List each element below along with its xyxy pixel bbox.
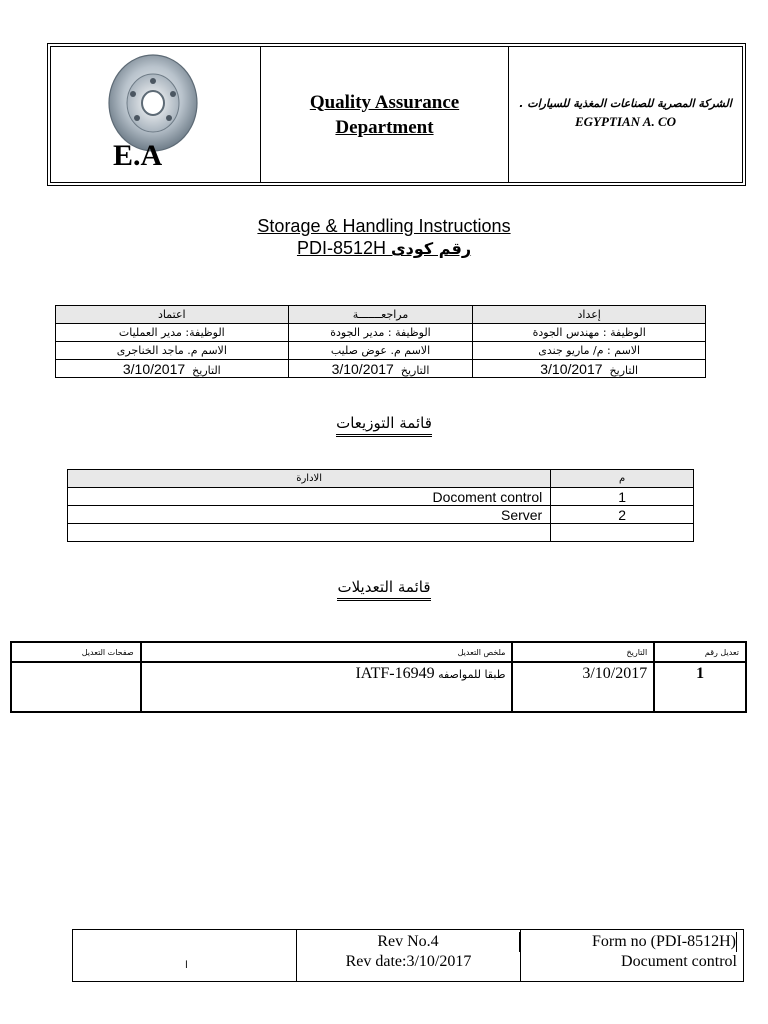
document-code [0, 238, 768, 259]
footer-rev-date: Rev date:3/10/2017 [345, 953, 472, 970]
document-title: Storage & Handling Instructions [257, 216, 511, 236]
rev-number: 1 [654, 662, 746, 712]
footer-doc-control: Document control [621, 953, 737, 970]
footer-revision-cell [297, 930, 521, 981]
footer-left-cell [73, 930, 297, 981]
approval-date-cell [56, 360, 289, 378]
dist-num [551, 524, 694, 542]
company-cell [509, 47, 742, 182]
document-header [47, 43, 746, 186]
footer-form-no: Form no (PDI-8512H) [521, 932, 737, 952]
date-label: التاريخ [609, 363, 639, 377]
date-value: 3/10/2017 [331, 360, 394, 377]
approval-cell: الاسم م. ماجد الخناجرى [56, 342, 289, 360]
approval-col-approve: اعتماد [56, 306, 289, 324]
company-name-arabic: الشركة المصرية للصناعات المغذية للسيارات . [519, 97, 732, 110]
footer-rev-no: Rev No.4 [297, 932, 520, 952]
rev-head-date: التاريخ [512, 642, 654, 662]
approval-date-cell [288, 360, 473, 378]
distribution-table [67, 469, 694, 542]
rev-summary [141, 662, 513, 712]
dist-num: 2 [551, 506, 694, 524]
code-value: PDI-8512H [296, 238, 386, 258]
rev-date: 3/10/2017 [512, 662, 654, 712]
code-label-arabic: رقم كودى [391, 239, 472, 258]
dist-name: Docoment control [68, 488, 551, 506]
approval-table [55, 305, 706, 378]
approval-cell: الوظيفة : مدير الجودة [288, 324, 473, 342]
company-name-english: EGYPTIAN A. CO [575, 114, 676, 129]
table-row [68, 506, 694, 524]
rev-summary-arabic: طبقا للمواصفه [438, 668, 506, 681]
dist-head-department: الادارة [68, 470, 551, 488]
dist-name [68, 524, 551, 542]
distribution-title: قائمة التوزيعات [0, 414, 768, 437]
department-line1: Quality Assurance [309, 91, 460, 113]
rev-head-summary: ملخص التعديل [141, 642, 513, 662]
rev-head-pages: صفحات التعديل [11, 642, 141, 662]
document-footer [72, 929, 744, 982]
department-line2: Department [335, 116, 434, 138]
logo-cell [51, 47, 261, 182]
approval-cell: الاسم م. عوض صليب [288, 342, 473, 360]
revisions-title: قائمة التعديلات [0, 578, 768, 601]
table-row [11, 662, 746, 712]
approval-col-review: مراجعـــــــة [288, 306, 473, 324]
revisions-table [10, 641, 747, 713]
approval-cell: الوظيفة: مدير العمليات [56, 324, 289, 342]
rev-summary-standard: IATF-16949 [355, 665, 435, 682]
date-value: 3/10/2017 [540, 360, 603, 377]
approval-cell: الوظيفة : مهندس الجودة [473, 324, 706, 342]
dist-name: Server [68, 506, 551, 524]
approval-col-prepare: إعداد [473, 306, 706, 324]
dist-head-number: م [551, 470, 694, 488]
department-cell [261, 47, 509, 182]
approval-cell: الاسم : م/ ماريو جندى [473, 342, 706, 360]
logo-text: E.A [113, 139, 163, 172]
date-label: التاريخ [400, 363, 430, 377]
table-row [68, 488, 694, 506]
dist-num: 1 [551, 488, 694, 506]
table-row [68, 524, 694, 542]
rev-head-number: تعديل رقم [654, 642, 746, 662]
footer-form-cell [521, 930, 743, 981]
date-label: التاريخ [192, 363, 221, 377]
rev-pages [11, 662, 141, 712]
footer-mark: ا [185, 960, 188, 971]
approval-date-cell [473, 360, 706, 378]
date-value: 3/10/2017 [122, 360, 186, 377]
